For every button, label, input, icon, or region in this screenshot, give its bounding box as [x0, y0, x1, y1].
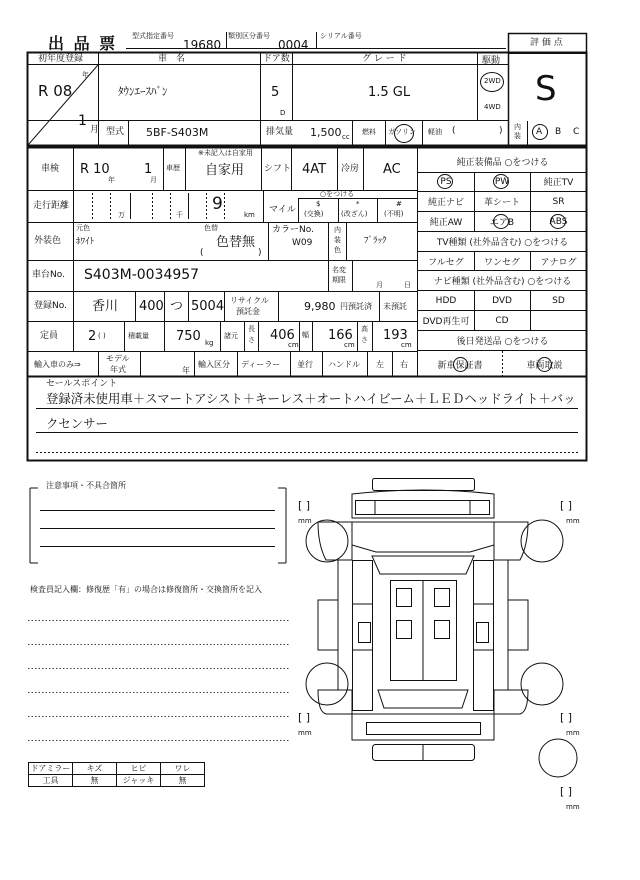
- tamper-symbol: *: [356, 200, 360, 208]
- tv-one: ワンセグ: [483, 257, 520, 268]
- recycle-label: リサイクル: [230, 296, 269, 305]
- navi-dvd: DVD: [492, 295, 512, 306]
- import-class-label: 輸入区分: [198, 360, 230, 369]
- chassis-no-value: S403M-0034957: [84, 267, 200, 283]
- legend-tools-value: 無: [90, 776, 99, 785]
- navi-title: ナビ種類 (社外品含む) ○をつける: [433, 277, 572, 287]
- interior-label: 装: [514, 132, 521, 140]
- width-value: 166: [328, 328, 353, 343]
- shift-label: シフト: [264, 164, 292, 174]
- length-label: 長: [248, 325, 255, 333]
- reg-class: 400: [139, 299, 164, 314]
- later-title: 後日発送品 ○をつける: [456, 337, 549, 347]
- recycle-unpaid: 未預託: [383, 302, 407, 311]
- displacement-label: 排気量: [266, 127, 294, 137]
- drive-2wd: 2WD: [484, 77, 501, 85]
- reg-label: 登録No.: [34, 301, 67, 311]
- grade-value: 1.5 GL: [368, 85, 411, 100]
- year-unit: 年: [82, 71, 89, 79]
- first-reg-era: R 08: [38, 82, 73, 100]
- equip-tv: 純正TV: [543, 178, 574, 188]
- bracket-open: (: [452, 126, 456, 136]
- equip-pw-circle: [493, 174, 509, 189]
- model-code-value: 5BF-S403M: [146, 126, 209, 139]
- form-title: 出 品 票: [48, 34, 118, 53]
- tamper-label: (改ざん): [341, 210, 368, 218]
- color-change-value: 色替無: [216, 235, 256, 250]
- type-no-value: 19680: [183, 38, 222, 52]
- equip-abs: ABS: [549, 216, 568, 227]
- width-unit: cm: [344, 341, 355, 349]
- color-paren-open: (: [200, 248, 204, 258]
- capacity-label: 定員: [40, 331, 59, 341]
- legend-header-mirror: ドアミラー: [30, 764, 71, 773]
- interior-grade-a: A: [536, 127, 543, 137]
- inspector-title: 検査員記入欄：修復歴「有」の場合は修復箇所・交換箇所を記入: [30, 585, 262, 594]
- notes-title: 注意事項・不具合箇所: [46, 481, 126, 490]
- handle-label: ハンドル: [328, 360, 360, 369]
- car-diagram: [306, 479, 577, 778]
- recycle-unit: 円預託済: [340, 302, 372, 311]
- fuel-label: 燃料: [362, 128, 376, 136]
- legend-jack-value: 無: [178, 776, 187, 785]
- mileage-sen: 千: [176, 211, 183, 219]
- exterior-label: 外装色: [34, 236, 62, 246]
- capacity-value: 2: [88, 329, 97, 344]
- exchange-symbol: $: [316, 200, 321, 208]
- usage-value: 自家用: [205, 163, 245, 178]
- mm-label: mm: [298, 729, 312, 737]
- chassis-label: 車台No.: [32, 270, 65, 280]
- recycle-amount: 9,980: [304, 300, 336, 313]
- mileage-unit: km: [244, 211, 255, 219]
- model-code-label: 型式: [106, 127, 125, 137]
- color-no-label: カラーNo.: [272, 225, 314, 235]
- shift-value: 4AT: [302, 162, 327, 177]
- name-change-label: 名変: [332, 266, 346, 274]
- tv-full: フルセグ: [428, 257, 464, 268]
- usage-label: 車歴: [166, 164, 180, 172]
- inspection-month-unit: 月: [150, 176, 157, 184]
- drive-label: 駆動: [482, 56, 501, 66]
- sales-label: セールスポイント: [46, 379, 118, 389]
- length-label: さ: [248, 336, 255, 344]
- later-warranty-circle: [453, 357, 468, 372]
- equip-abs-circle: [550, 214, 566, 229]
- width-label: 幅: [302, 331, 309, 339]
- doors-label: ドア数: [263, 54, 290, 64]
- model-year-unit: 年: [182, 366, 190, 375]
- unknown-symbol: #: [396, 200, 402, 208]
- exchange-label: (交換): [304, 210, 324, 218]
- interior-color-label: 装: [334, 236, 341, 244]
- displacement-value: 1,500: [310, 126, 342, 139]
- inspection-year-unit: 年: [108, 176, 115, 184]
- mm-label: mm: [566, 517, 580, 525]
- class-no-label: 類別区分番号: [228, 32, 270, 40]
- legend-tools: 工具: [42, 776, 59, 785]
- color-no-value: W09: [292, 238, 313, 248]
- height-value: 193: [383, 328, 408, 343]
- usage-note: ※未記入は自家用: [198, 149, 253, 157]
- interior-label: 内: [514, 123, 521, 131]
- later-manual-circle: [537, 357, 552, 372]
- length-unit: cm: [288, 341, 299, 349]
- header-divider: [226, 32, 227, 49]
- equip-leather: 革シート: [483, 198, 520, 208]
- equip-pw: PW: [494, 176, 510, 187]
- model-name-label: 車 名: [158, 54, 186, 64]
- reg-pref: 香川: [92, 299, 119, 314]
- mileage-label: 走行距離: [33, 201, 70, 211]
- reg-kana: つ: [170, 299, 184, 314]
- capacity-paren: ( ): [98, 332, 106, 340]
- displacement-unit: cc: [342, 133, 350, 141]
- load-label: 積載量: [128, 332, 149, 340]
- equip-ps-circle: [437, 174, 453, 189]
- name-change-month: 月: [376, 281, 383, 289]
- reg-no: 5004: [191, 299, 225, 314]
- tire-bracket-front-left[interactable]: [ ]: [298, 499, 311, 512]
- legend-jack: ジャッキ: [122, 776, 155, 785]
- height-unit: cm: [401, 341, 412, 349]
- sales-line-1: 登録済未使用車＋スマートアシスト＋キーレス＋オートハイビーム＋ＬＥＤヘッドライト＋バッ: [46, 391, 576, 406]
- equip-navi: 純正ナビ: [427, 198, 464, 208]
- recycle-label: 預託金: [236, 307, 260, 316]
- name-change-label: 期限: [332, 276, 346, 284]
- equip-aw: 純正AW: [429, 218, 463, 228]
- navi-hdd: HDD: [435, 295, 457, 306]
- serial-label: シリアル番号: [320, 32, 362, 40]
- rating-label: 評 価 点: [530, 38, 563, 48]
- month-unit: 月: [90, 125, 100, 135]
- inspection-month: 1: [144, 162, 153, 177]
- tire-bracket-front-right[interactable]: [ ]: [560, 499, 573, 512]
- later-manual: 車両取説: [526, 360, 563, 371]
- unknown-label: (不明): [384, 210, 404, 218]
- header-divider: [316, 32, 317, 49]
- navi-sd: SD: [552, 295, 565, 306]
- load-unit: kg: [205, 339, 214, 347]
- drive-4wd: 4WD: [484, 103, 501, 111]
- dims-label: 諸元: [224, 332, 238, 340]
- equipment-title: 純正装備品 ○をつける: [456, 158, 549, 168]
- equip-ps: PS: [440, 176, 452, 187]
- orig-color-value: ﾎﾜｲﾄ: [76, 237, 95, 247]
- orig-color-label: 元色: [76, 224, 90, 232]
- circle-note: ○をつける: [320, 190, 355, 198]
- inspection-label: 車検: [41, 164, 60, 174]
- first-reg-month: 1: [78, 113, 87, 129]
- navi-cd: CD: [495, 315, 509, 326]
- import-dealer: ディーラー: [241, 360, 281, 369]
- handle-right: 右: [400, 360, 408, 369]
- tire-bracket-rear-left[interactable]: [ ]: [298, 711, 311, 724]
- name-change-day: 日: [404, 281, 411, 289]
- mile-label: マイル: [269, 205, 296, 215]
- bracket-close: ): [499, 126, 503, 136]
- equip-airbag-circle: [493, 214, 509, 229]
- first-reg-label: 初年度登録: [38, 54, 84, 64]
- tv-title: TV種類 (社外品含む) ○をつける: [436, 238, 569, 248]
- height-label: さ: [361, 336, 368, 344]
- inspection-era: R 10: [80, 162, 110, 177]
- mileage-value: 9: [212, 194, 223, 214]
- mm-label: mm: [298, 517, 312, 525]
- tv-analog: アナログ: [540, 257, 577, 268]
- door-suffix: D: [280, 109, 286, 117]
- equip-airbag: エアB: [489, 218, 515, 228]
- interior-color-label: 色: [334, 246, 341, 254]
- legend-header-crack: ヒビ: [130, 764, 147, 773]
- tire-bracket-spare[interactable]: [ ]: [560, 785, 573, 798]
- legend-header-scratch: キズ: [86, 764, 103, 773]
- sales-line-2: クセンサー: [46, 416, 108, 431]
- import-label: 輸入車のみ⇒: [34, 360, 81, 369]
- navi-dvd-play: DVD再生可: [422, 317, 470, 327]
- handle-left: 左: [376, 360, 384, 369]
- model-name-value: ﾀｳﾝｴｰｽﾊﾞﾝ: [118, 85, 168, 98]
- ac-label: 冷房: [341, 164, 360, 174]
- grade-label: グ レ ー ド: [362, 54, 407, 64]
- interior-color-label: 内: [334, 226, 341, 234]
- interior-grade-b: B: [555, 127, 562, 137]
- ac-value: AC: [383, 162, 401, 177]
- mileage-man: 万: [118, 211, 125, 219]
- model-year-label: 年式: [110, 365, 126, 374]
- height-label: 高: [361, 325, 368, 333]
- interior-grade-c: C: [573, 127, 580, 137]
- doors-value: 5: [271, 85, 280, 100]
- light-oil: 軽油: [428, 128, 442, 136]
- import-parallel: 並行: [297, 360, 313, 369]
- length-value: 406: [270, 328, 295, 343]
- tire-bracket-rear-right[interactable]: [ ]: [560, 711, 573, 724]
- type-no-label: 型式指定番号: [132, 32, 174, 40]
- fuel-value: ガソリン: [388, 128, 416, 136]
- color-change-label: 色替: [204, 224, 218, 232]
- load-value: 750: [176, 329, 201, 344]
- interior-color-value: ﾌﾞﾗｯｸ: [364, 236, 387, 246]
- equip-sr: SR: [552, 196, 565, 207]
- rating-value: S: [535, 69, 557, 109]
- model-year-label: モデル: [106, 354, 130, 363]
- mm-label: mm: [566, 803, 580, 811]
- color-paren-close: ): [258, 248, 262, 258]
- mm-label: mm: [566, 729, 580, 737]
- class-no-value: 0004: [278, 38, 309, 52]
- legend-header-break: ワレ: [174, 764, 191, 773]
- later-warranty: 新車保証書: [437, 360, 483, 371]
